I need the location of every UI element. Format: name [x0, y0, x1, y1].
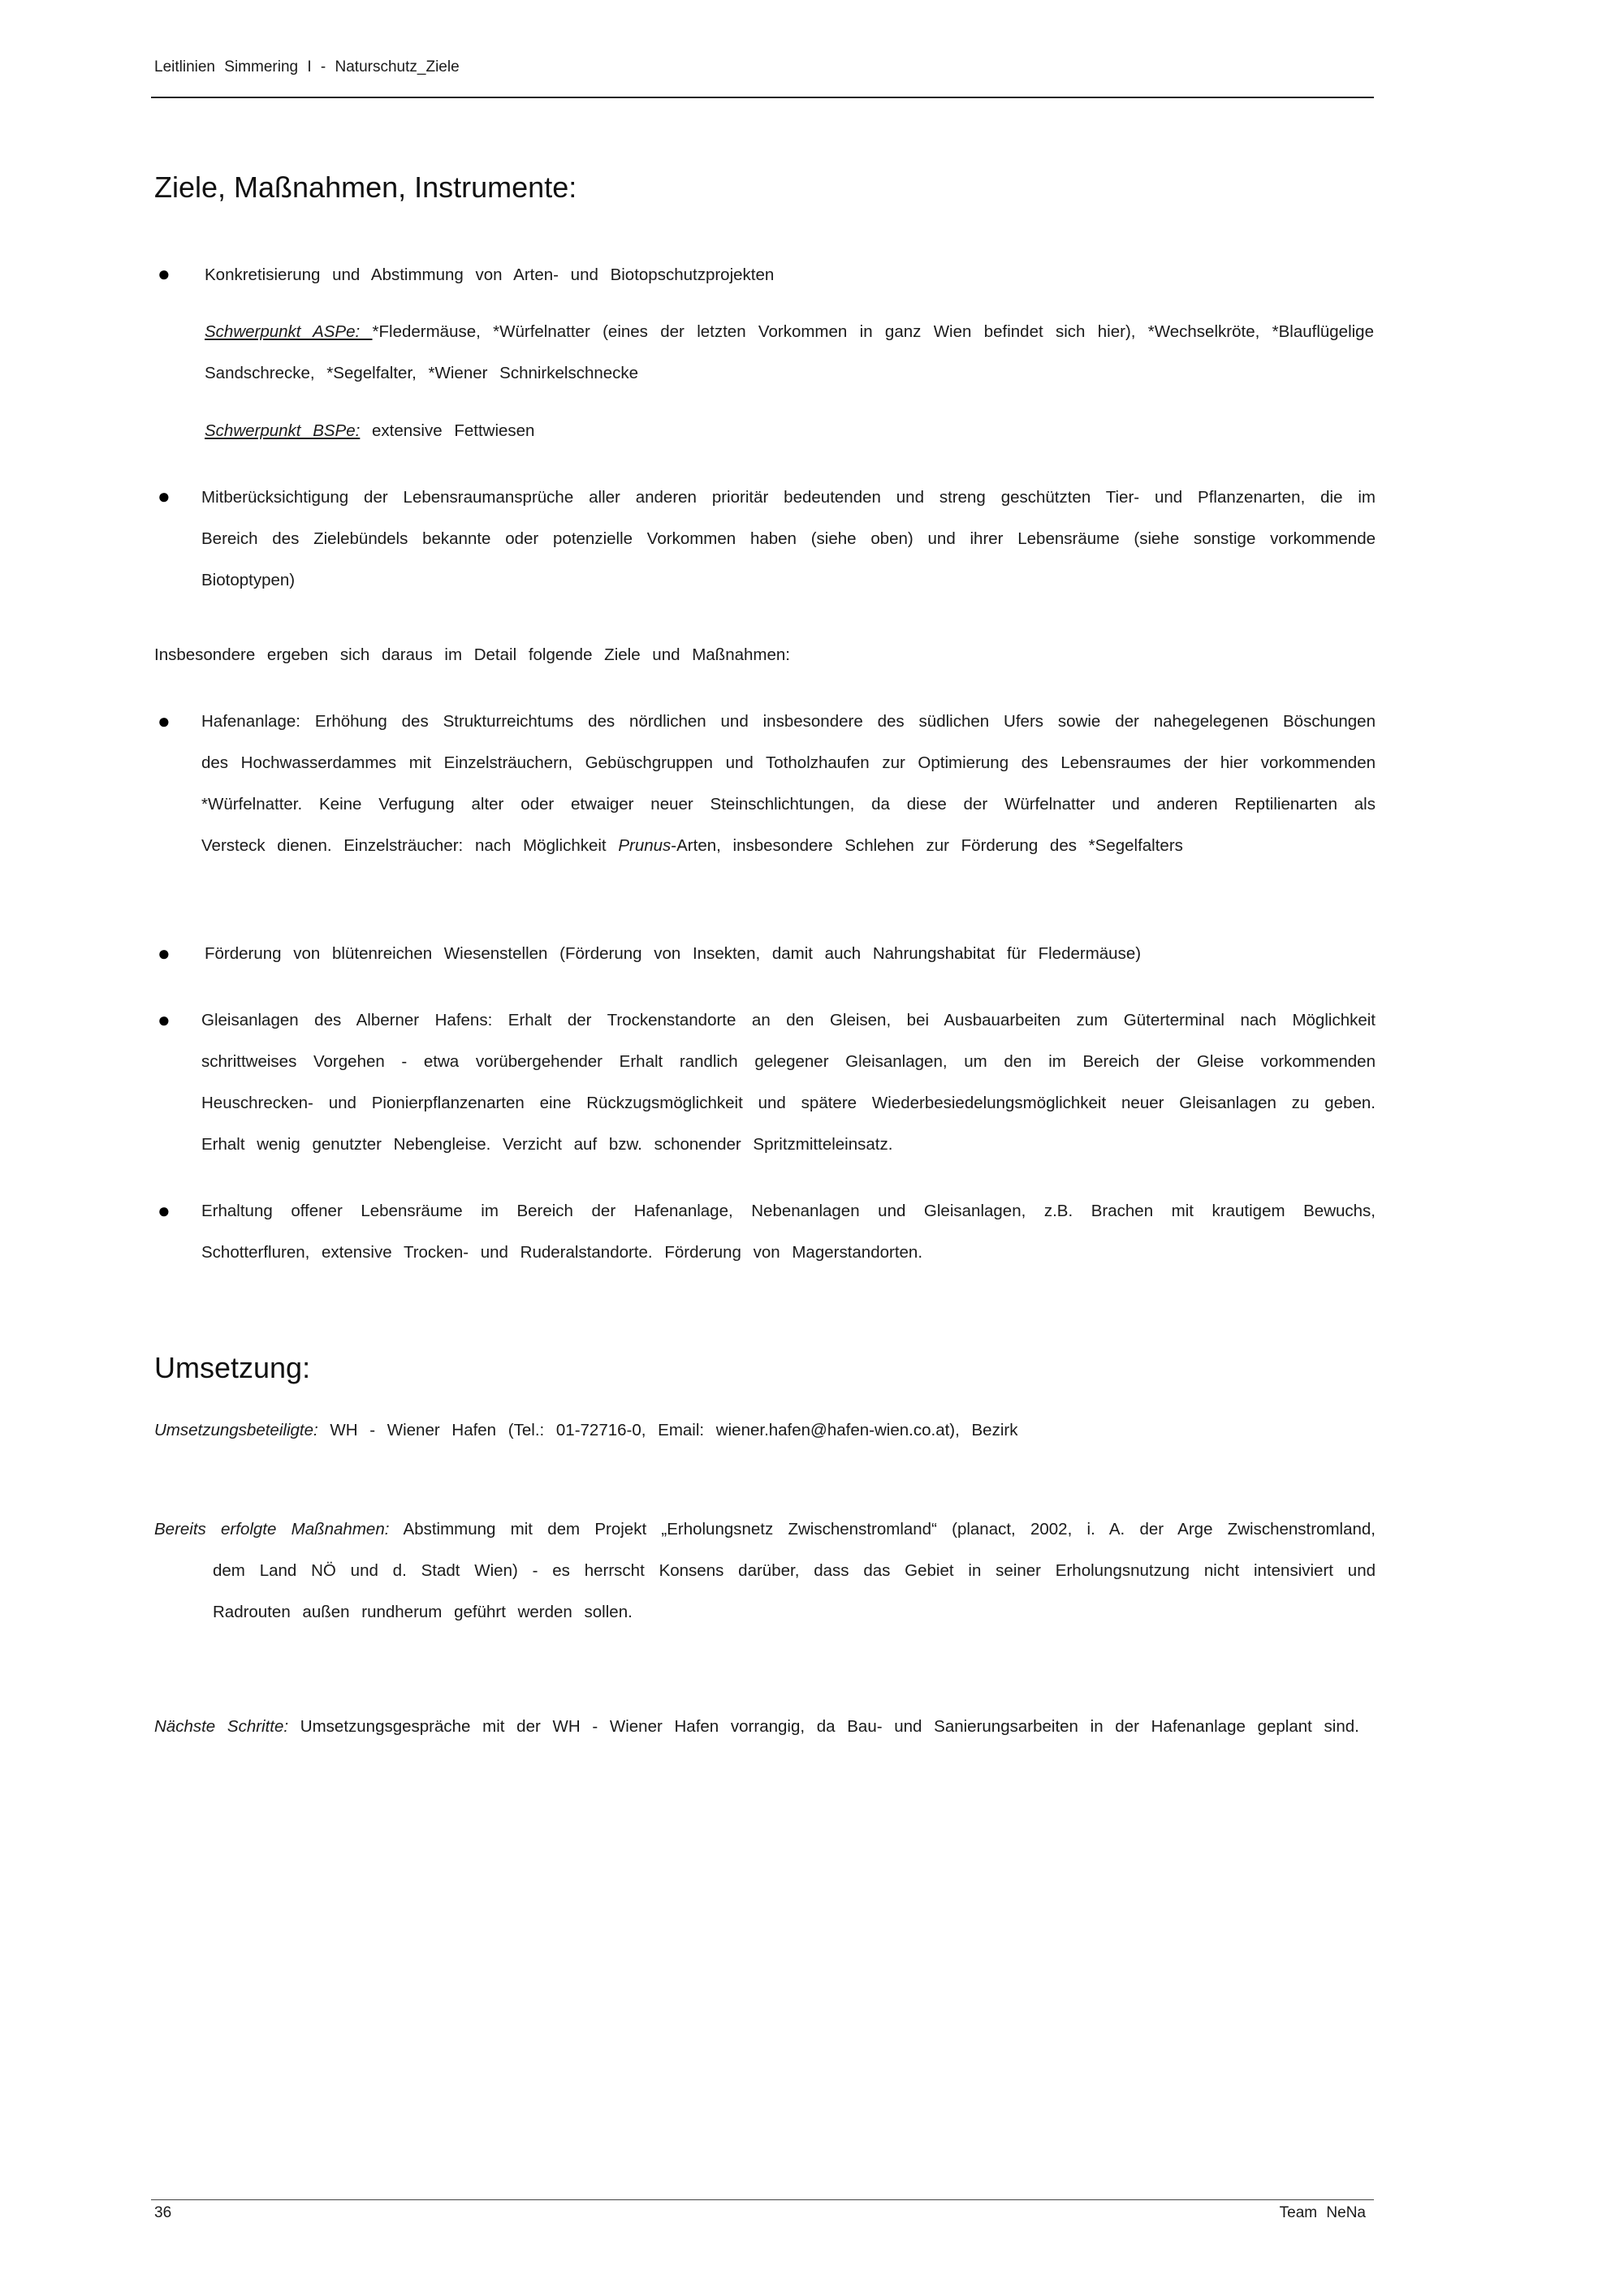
header-rule — [151, 97, 1374, 98]
beteiligte-label: Umsetzungsbeteiligte: — [154, 1421, 318, 1439]
massnahmen-label: Bereits erfolgte Maßnahmen: — [154, 1520, 390, 1539]
bullet-3-text-b: -Arten, insbesondere Schlehen zur Förderung des *Segelfalters — [671, 836, 1183, 855]
beteiligte-text: WH - Wiener Hafen (Tel.: 01-72716-0, Email: wiener.hafen@hafen-wien.co.at), Bezirk — [317, 1421, 1018, 1439]
aspe-label: Schwerpunkt ASPe: — [205, 322, 373, 341]
bspe-label: Schwerpunkt BSPe: — [205, 421, 361, 440]
page-number: 36 — [154, 2204, 172, 2221]
bspe-paragraph — [205, 410, 1374, 451]
bullet-icon: ● — [158, 1008, 171, 1032]
aspe-paragraph — [205, 311, 1374, 394]
heading-umsetzung: Umsetzung: — [154, 1351, 311, 1384]
beteiligte-paragraph — [154, 1409, 1376, 1451]
massnahmen-text: Abstimmung mit dem Projekt „Erholungsnetz Zwischenstromland“ (planact, 2002, i. A. der Arge Zwischenstromland, dem Land NÖ und d. Stadt Wien) - es herrscht Konsens darüber, dass das Gebiet in seiner Erholungsnutzung nicht intensiviert und Radrouten außen rundherum geführt werden sollen. — [213, 1520, 1376, 1621]
bullet-6-text: Erhaltung offener Lebensräume im Bereich der Hafenanlage, Nebenanlagen und Gleisanlagen, z.B. Brachen mit krautigem Bewuchs, Schotterfluren, extensive Trocken- und Ruderalstandorte. Förderung von Magerstandorten. — [201, 1202, 1376, 1262]
bullet-3-text — [201, 701, 1376, 866]
aspe-text: *Fledermäuse, *Würfelnatter (eines der letzten Vorkommen in ganz Wien befindet sich hier), *Wechselkröte, *Blauflügelige Sandschrecke, *Segelfalter, *Wiener Schnirkelschnecke — [205, 322, 1374, 382]
schritte-label: Nächste Schritte: — [154, 1717, 289, 1736]
schritte-text: Umsetzungsgespräche mit der WH - Wiener Hafen vorrangig, da Bau- und Sanierungsarbeiten in der Hafenanlage geplant sind. — [288, 1717, 1359, 1736]
massnahmen-paragraph — [154, 1508, 1376, 1633]
heading-ziele: Ziele, Maßnahmen, Instrumente: — [154, 170, 577, 204]
footer-team: Team NeNa — [1279, 2204, 1366, 2221]
schritte-paragraph — [154, 1706, 1376, 1747]
detail-intro: Insbesondere ergeben sich daraus im Detail folgende Ziele und Maßnahmen: — [154, 645, 790, 664]
bullet-4-text: Förderung von blütenreichen Wiesenstellen (Förderung von Insekten, damit auch Nahrungshabitat für Fledermäuse) — [205, 944, 1142, 963]
running-header: Leitlinien Simmering I - Naturschutz_Ziele — [154, 58, 460, 76]
bullet-icon: ● — [158, 261, 171, 286]
bullet-icon: ● — [158, 1198, 171, 1223]
footer-rule — [151, 2199, 1374, 2200]
bullet-5-text: Gleisanlagen des Alberner Hafens: Erhalt der Trockenstandorte an den Gleisen, bei Ausbauarbeiten zum Güterterminal nach Möglichkeit schrittweises Vorgehen - etwa vorübergehender Erhalt randlich gelegener Gleisanlagen, um den im Bereich der Gleise vorkommenden Heuschrecken- und Pionierpflanzenarten eine Rückzugsmöglichkeit und spätere Wiederbesiedelungsmöglichkeit neuer Gleisanlagen zu geben. Erhalt wenig genutzter Nebengleise. Verzicht auf bzw. schonender Spritzmitteleinsatz. — [201, 1011, 1376, 1154]
bullet-icon: ● — [158, 941, 171, 965]
bullet-icon: ● — [158, 709, 171, 733]
bullet-icon: ● — [158, 484, 171, 508]
prunus-term: Prunus — [618, 836, 672, 855]
bullet-1-text: Konkretisierung und Abstimmung von Arten- und Biotopschutzprojekten — [205, 265, 775, 284]
bullet-2-text: Mitberücksichtigung der Lebensraumansprüche aller anderen prioritär bedeutenden und streng geschützten Tier- und Pflanzenarten, die im Bereich des Zielebündels bekannte oder potenzielle Vorkommen haben (siehe oben) und ihrer Lebensräume (siehe sonstige vorkommende Biotoptypen) — [201, 488, 1376, 589]
bullet-3-text-a: Hafenanlage: Erhöhung des Strukturreichtums des nördlichen und insbesondere des südlichen Ufers sowie der nahegelegenen Böschungen des Hochwasserdammes mit Einzelsträuchern, Gebüschgruppen und Totholzhaufen zur Optimierung des Lebensraumes der hier vorkommenden *Würfelnatter. Keine Verfugung alter oder etwaiger neuer Steinschlichtungen, da diese der Würfelnatter und anderen Reptilienarten als Versteck dienen. Einzelsträucher: nach Möglichkeit — [201, 712, 1376, 855]
bspe-text: extensive Fettwiesen — [360, 421, 535, 440]
